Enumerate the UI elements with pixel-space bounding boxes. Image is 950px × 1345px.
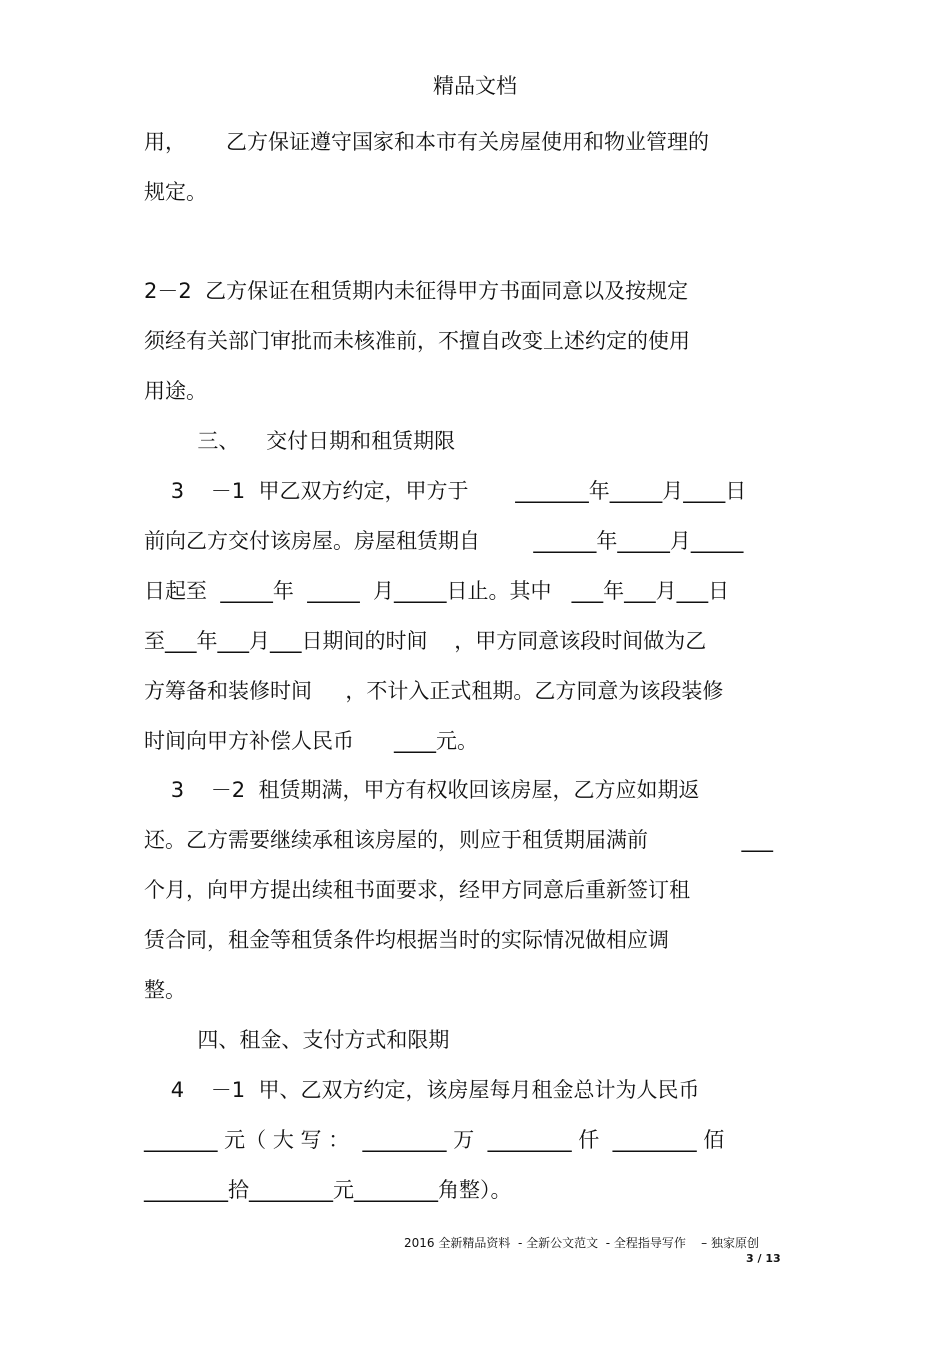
body-line: 整。 bbox=[144, 978, 186, 1002]
page-footer-text: 2016 全新精品资料 - 全新公文范文 - 全程指导写作 – 独家原创 bbox=[404, 1236, 759, 1250]
page-header-title: 精品文档 bbox=[433, 74, 517, 98]
body-line: ________拾________元________角整）。 bbox=[144, 1178, 512, 1202]
section-heading: 四、租金、支付方式和限期 bbox=[144, 1028, 450, 1052]
body-line: 方筹备和装修时间 ，不计入正式租期。乙方同意为该段装修 bbox=[144, 679, 724, 703]
body-line: _______ 元（ 大 写 ： ________ 万 ________ 仟 ________ 佰 bbox=[144, 1128, 725, 1152]
body-line: 前向乙方交付该房屋。房屋租赁期自 ______年_____月_____ bbox=[144, 529, 744, 553]
body-line: 时间向甲方补偿人民币 ____元。 bbox=[144, 729, 479, 753]
body-line: 须经有关部门审批而未核准前，不擅自改变上述约定的使用 bbox=[144, 329, 690, 353]
body-line: 用途。 bbox=[144, 379, 207, 403]
body-line: 2－2 乙方保证在租赁期内未征得甲方书面同意以及按规定 bbox=[144, 279, 689, 303]
body-line: 用， 乙方保证遵守国家和本市有关房屋使用和物业管理的 bbox=[144, 130, 710, 154]
body-line: 3 －1 甲乙双方约定，甲方于 _______年_____月____日 bbox=[144, 479, 747, 503]
body-line: 还。乙方需要继续承租该房屋的，则应于租赁期届满前 ___ bbox=[144, 828, 773, 852]
body-line: 4 －1 甲、乙双方约定，该房屋每月租金总计为人民币 bbox=[144, 1078, 700, 1102]
body-line: 个月，向甲方提出续租书面要求，经甲方同意后重新签订租 bbox=[144, 878, 690, 902]
section-heading: 三、 交付日期和租赁期限 bbox=[144, 429, 456, 453]
body-line: 规定。 bbox=[144, 180, 207, 204]
body-line: 日起至 _____年 _____ 月_____日止。其中 ___年___月___日 bbox=[144, 579, 730, 603]
body-line: 赁合同，租金等租赁条件均根据当时的实际情况做相应调 bbox=[144, 928, 669, 952]
body-line: 3 －2 租赁期满，甲方有权收回该房屋，乙方应如期返 bbox=[144, 778, 700, 802]
body-line: 至___年___月___日期间的时间 ，甲方同意该段时间做为乙 bbox=[144, 629, 707, 653]
page-number: 3 / 13 bbox=[746, 1252, 781, 1265]
